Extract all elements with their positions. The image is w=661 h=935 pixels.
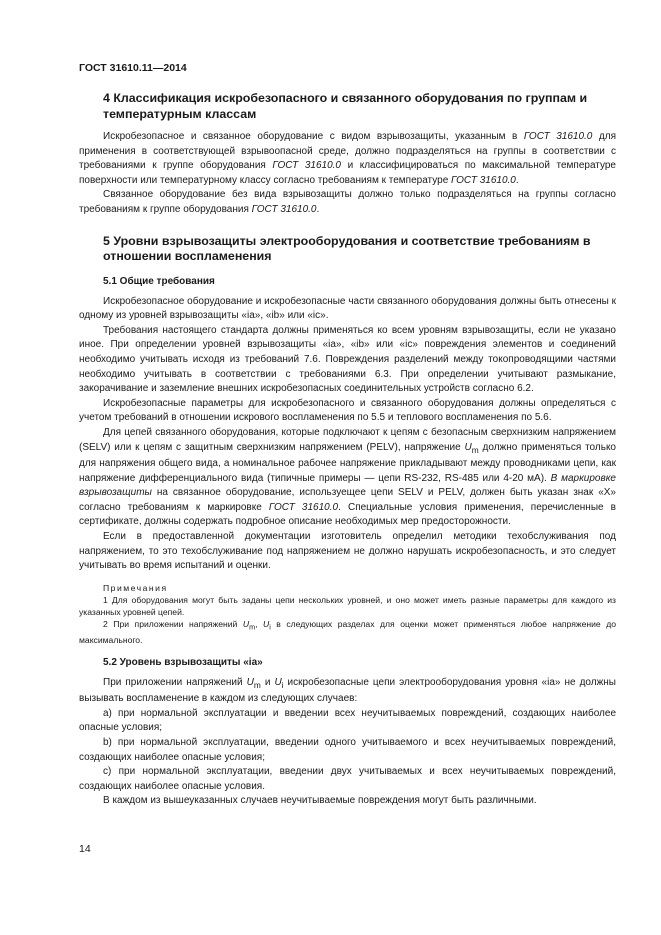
subsection-5-2-paragraph-1: При приложении напряжений $U_m$ и $U_i$ искробезопасные цепи электрооборудования уровня «ia» не должны вызывать воспламенение в каждом из следующих случаев: (79, 676, 616, 705)
note-2: 2 При приложении напряжений $U_m$, $U_i$ в следующих разделах для оценки может применяться любое напряжение до максимального. (79, 618, 617, 645)
notes-block (79, 582, 616, 646)
list-item-b: b) при нормальной эксплуатации, введении одного учитываемого и всех неучитываемых повреждений, создающих наиболее опасные условия; (79, 736, 616, 763)
section-5-heading: 5 Уровни взрывозащиты электрооборудования и соответствие требованиям в отношении воспламенения (103, 233, 591, 264)
page-number: 14 (79, 843, 91, 855)
subsection-5-1-paragraph-2: Требования настоящего стандарта должны применяться ко всем уровням взрывозащиты, если не указано иное. При определении уровней взрывозащиты «ia», «ib» или «ic» повреждения элементов и соединений необходимо учитывать исходя из требований 7.6. Повреждения разделений между токопроводящими частями необходимо учитывать в соответствии с требованиями 6.3. При определении учитывают размыкание, закорачивание и заземление внешних искробезопасных соединительных устройств согласно 6.2. (79, 324, 616, 395)
subsection-5-2-heading: 5.2 Уровень взрывозащиты «ia» (103, 656, 263, 668)
subsection-5-1-paragraph-1: Искробезопасное оборудование и искробезопасные части связанного оборудования должны быть отнесены к одному из уровней взрывозащиты «ia», «ib» или «ic». (79, 295, 616, 322)
subsection-5-1-paragraph-3: Искробезопасные параметры для искробезопасного и связанного оборудования должны определяться с учетом требований в отношении искрового воспламенения по 5.5 и теплового воспламенения по 5.6. (79, 397, 616, 424)
section-4-paragraph-1: Искробезопасное и связанное оборудование с видом взрывозащиты, указанным в ГОСТ 31610.0 для применения в соответствующей взрывоопасной среде, должно подразделяться на группы в соответствии с требованиями к группе оборудования ГОСТ 31610.0 и классифицироваться по максимальной температуре поверхности или температурному классу согласно требованиям к температуре ГОСТ 31610.0. (79, 131, 616, 186)
section-4-heading: 4 Классификация искробезопасного и связанного оборудования по группам и температурным классам (103, 91, 588, 121)
subsection-5-2-paragraph-last: В каждом из вышеуказанных случаев неучитываемые повреждения могут быть различными. (103, 795, 537, 807)
document-code-header: ГОСТ 31610.11—2014 (79, 62, 187, 74)
notes-title: Примечания (103, 582, 168, 593)
list-item-c: c) при нормальной эксплуатации, введении двух учитываемых и всех неучитываемых повреждений, создающих наиболее опасные условия. (79, 766, 616, 792)
subsection-5-1-heading: 5.1 Общие требования (103, 275, 215, 287)
document-body (79, 91, 616, 809)
list-item-a: а) при нормальной эксплуатации и введении всех неучитываемых повреждений, создающих наиболее опасные условия; (79, 707, 616, 734)
subsection-5-1-paragraph-4: Для цепей связанного оборудования, которые подключают к цепям с безопасным сверхнизким напряжением (SELV) или к цепям с защитным сверхнизким напряжением (PELV), напряжение $U_m$ должно применяться только для напряжения общего вида, а номинальное рабочее напряжение прикладывают между проводниками цепи, как напряжение дифференциального вида (типичные примеры — цепи RS-232, RS-485 или 4-20 мА). В маркировке взрывозащиты на связанное оборудование, используещее цепи SELV и PELV, должен быть указан знак «X» согласно требованиям к маркировке ГОСТ 31610.0. Специальные условия применения, перечисленные в сертификате, должны содержать подробное описание необходимых мер предосторожности. (79, 426, 616, 528)
section-4-paragraph-2: Связанное оборудование без вида взрывозащиты должно только подразделяться на группы согласно требованиям к группе оборудования ГОСТ 31610.0. (79, 189, 616, 215)
note-1: 1 Для оборудования могут быть заданы цепи нескольких уровней, и оно может иметь разные параметры для каждого из указанных уровней цепей. (79, 594, 616, 617)
subsection-5-1-paragraph-5: Если в предоставленной документации изготовитель определил методики техобслуживания под напряжением, то это техобслуживание под напряжением не должно нарушать искробезопасность, и это следует учитывать во время испытаний и оценки. (79, 531, 616, 572)
